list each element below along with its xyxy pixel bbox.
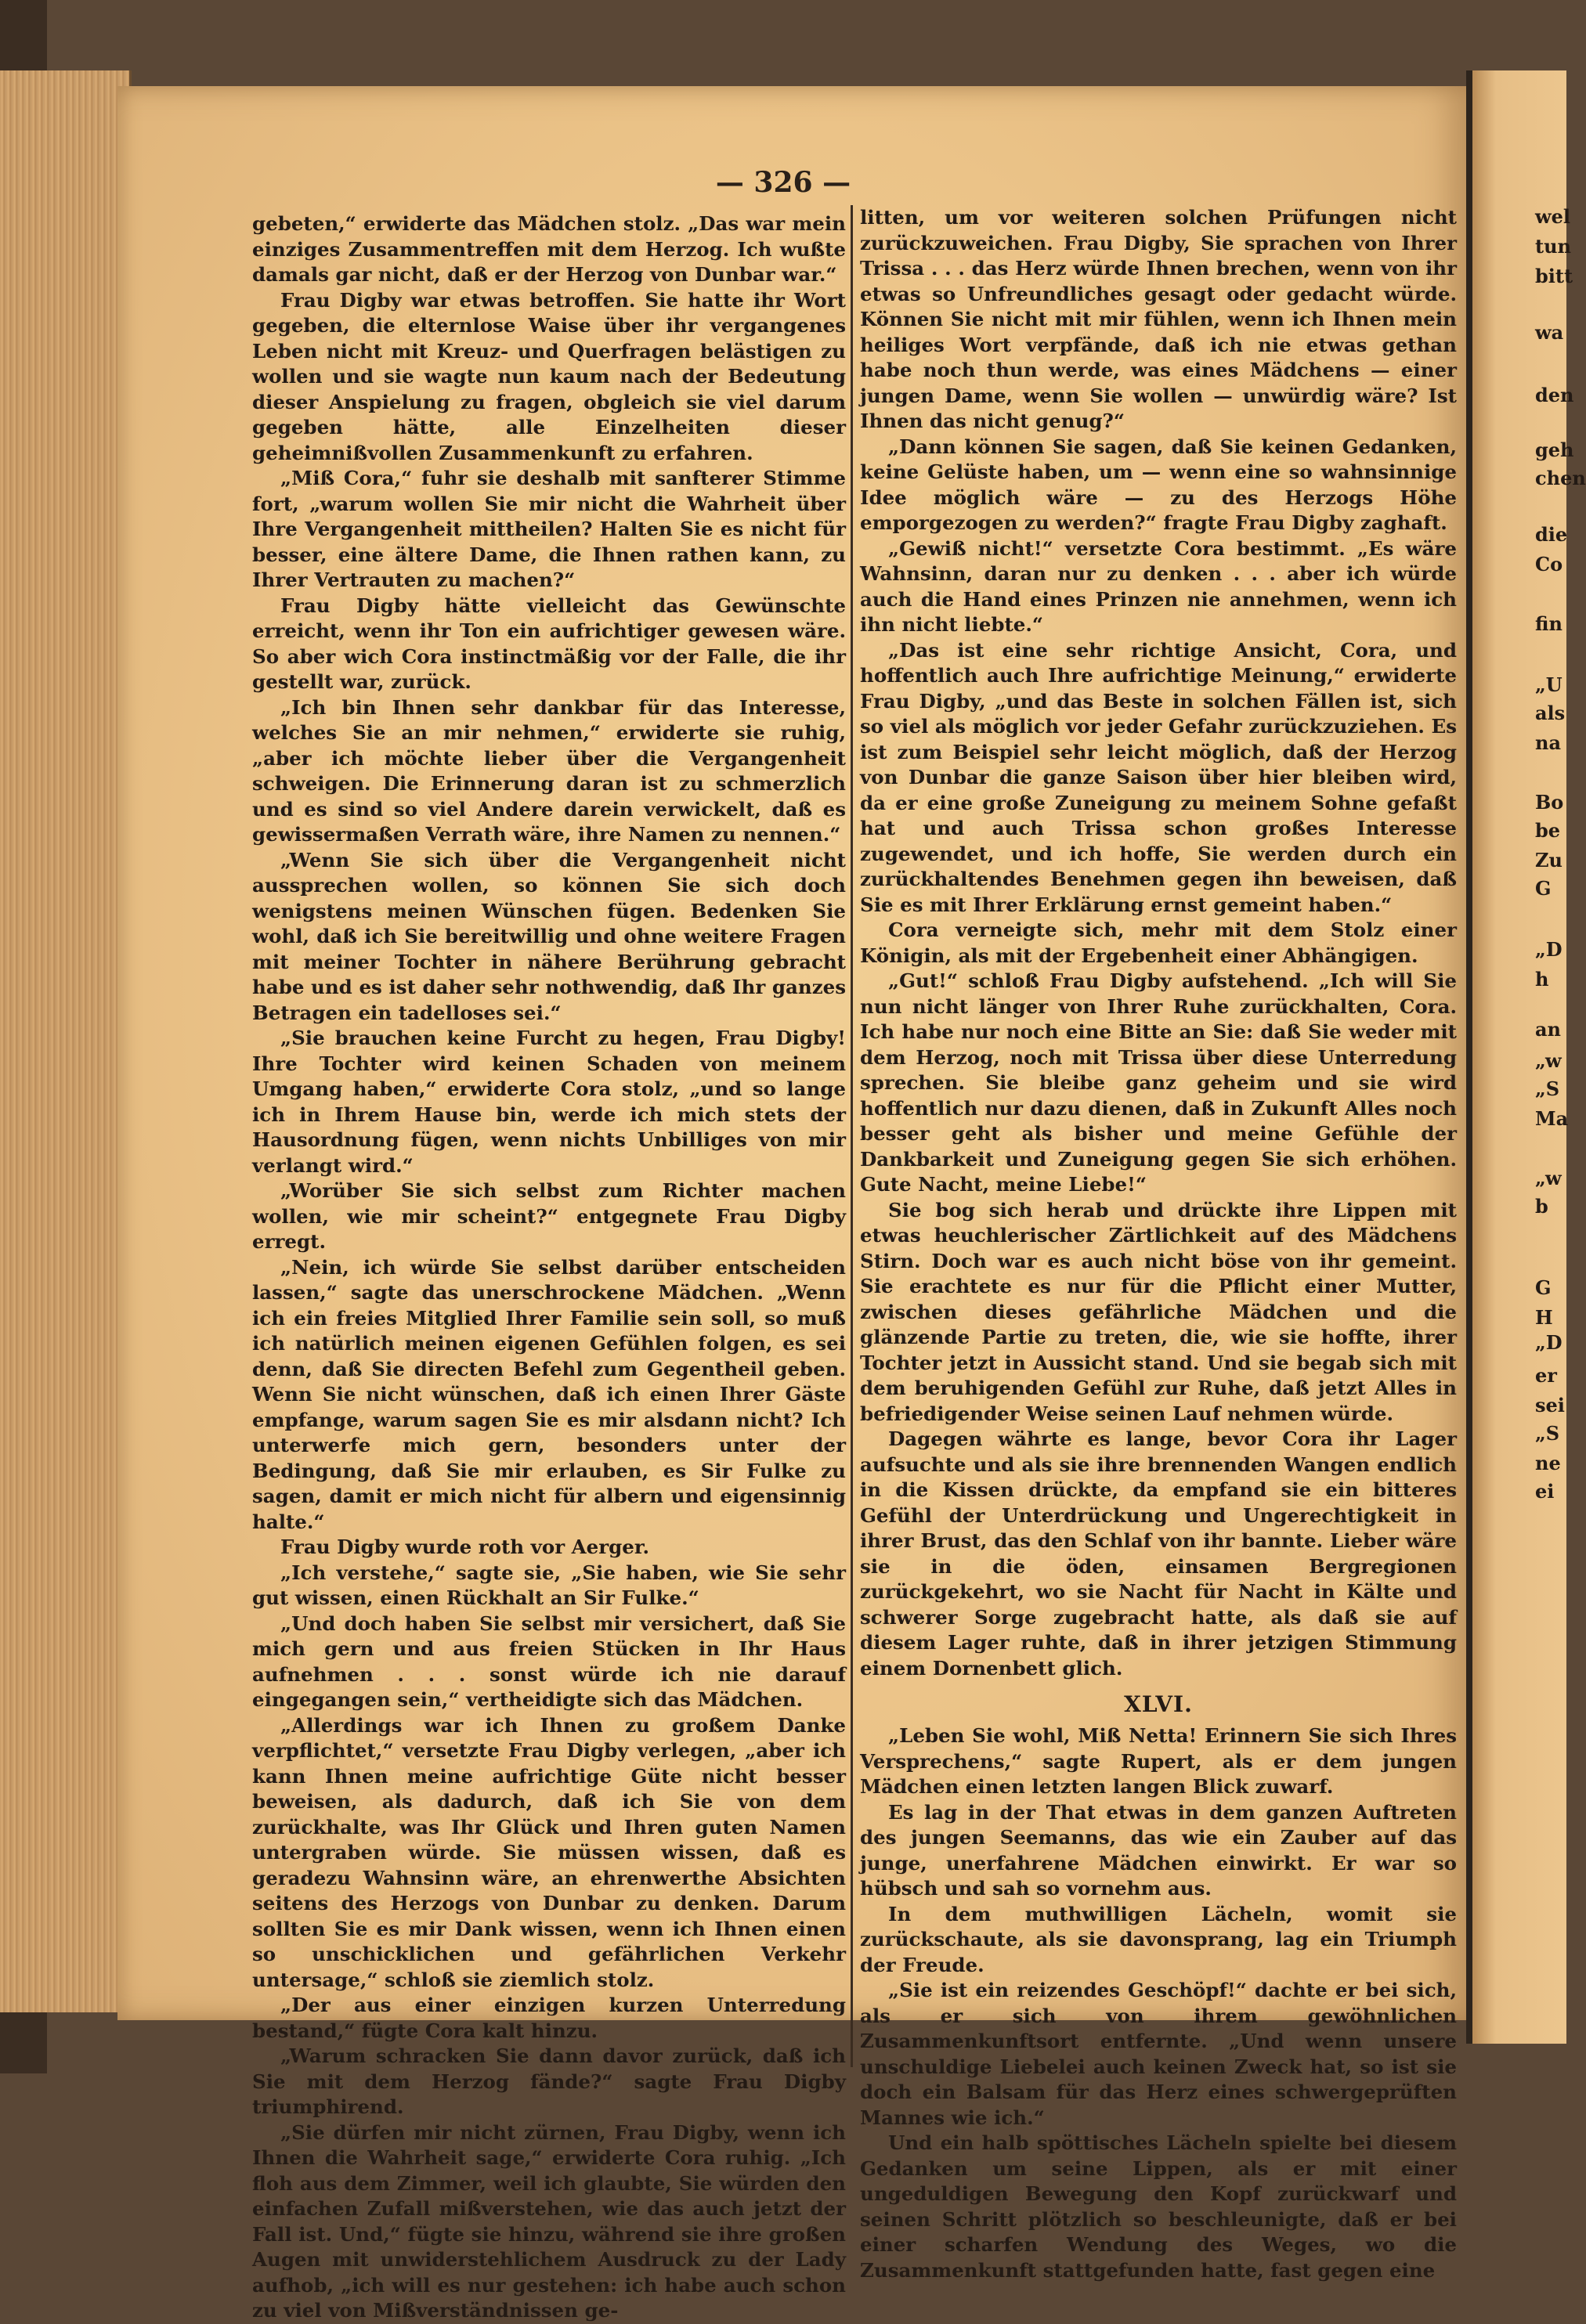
facing-page-fragment: geh — [1535, 438, 1574, 461]
facing-page-fragment: an — [1535, 1018, 1561, 1041]
facing-page-fragment: Zu — [1535, 849, 1563, 872]
facing-page-fragment: na — [1535, 731, 1561, 754]
paragraph: „Nein, ich würde Sie selbst darüber entscheiden lassen,“ sagte das unerschrockene Mädchen. „Wenn ich ein freies Mitglied Ihrer Familie sein soll, so muß ich natürlich meinen eigenen Gefühlen folgen, es sei denn, daß Sie directen Befehl zum Gegentheil geben. Wenn Sie nicht wünschen, daß ich einen Ihrer Gäste empfange, warum sagen Sie es mir alsdann nicht? Ich unterwerfe mich gern, besonders unter der Bedingung, daß Sie mir erlauben, es Sir Fulke zu sagen, damit er mich nicht für albern und eigensinnig halte.“ — [252, 1255, 846, 1533]
paragraph: Dagegen währte es lange, bevor Cora ihr Lager aufsuchte und als sie ihre brennenden Wangen endlich in die Kissen drückte, da empfand sie ein bitteres Gefühl der Unterdrückung und Ungerechtigkeit in ihrer Brust, das den Schlaf von ihr bannte. Lieber wäre sie in die öden, einsamen Bergregionen zurückgekehrt, wo sie Nacht für Nacht in Kälte und schwerer Sorge zugebracht hatte, als daß sie auf diesem Lager ruhte, daß in ihrer jetzigen Stimmung einem Dornenbett glich. — [860, 1427, 1457, 1680]
facing-page-fragment: er — [1535, 1364, 1557, 1387]
paragraph: „Sie ist ein reizendes Geschöpf!“ dachte er bei sich, als er sich von ihrem gewöhnlichen Zusammenkunftsort entfernte. „Und wenn unsere unschuldige Liebelei auch keinen Zweck hat, so ist sie doch ein Balsam für das Herz eines schwergeprüften Mannes wie ich.“ — [860, 1979, 1457, 2129]
facing-page-fragment: Ma — [1535, 1107, 1569, 1130]
paragraph: „Leben Sie wohl, Miß Netta! Erinnern Sie sich Ihres Versprechens,“ sagte Rupert, als er dem jungen Mädchen einen letzten langen Blick zuwarf. — [860, 1724, 1457, 1798]
paragraph: „Der aus einer einzigen kurzen Unterredung bestand,“ fügte Cora kalt hinzu. — [252, 1994, 846, 2042]
paragraph: In dem muthwilligen Lächeln, womit sie zurückschaute, als sie davonsprang, lag ein Triumph der Freude. — [860, 1902, 1457, 1976]
paragraph: „Miß Cora,“ fuhr sie deshalb mit sanfterer Stimme fort, „warum wollen Sie mir nicht die Wahrheit über Ihre Vergangenheit mittheilen? Halten Sie es nicht für besser, eine ältere Dame, die Ihnen rathen kann, zu Ihrer Vertrauten zu machen?“ — [252, 467, 846, 591]
left-text-column — [252, 211, 846, 2324]
facing-page-fragment: die — [1535, 523, 1568, 546]
paragraph: „Warum schracken Sie dann davor zurück, daß ich Sie mit dem Herzog fände?“ sagte Frau Digby triumphirend. — [252, 2044, 846, 2118]
facing-page-fragment: „w — [1535, 1049, 1562, 1072]
facing-page-fragment: chen — [1535, 467, 1586, 489]
paragraph: „Ich verstehe,“ sagte sie, „Sie haben, wie Sie sehr gut wissen, einen Rückhalt an Sir Fulke.“ — [252, 1561, 846, 1609]
right-text-column — [860, 205, 1457, 2283]
paragraph: „Gewiß nicht!“ versetzte Cora bestimmt. „Es wäre Wahnsinn, daran nur zu denken . . . aber ich würde auch die Hand eines Prinzen nie annehmen, wenn ich ihn nicht liebte.“ — [860, 536, 1457, 636]
paragraph: „Dann können Sie sagen, daß Sie keinen Gedanken, keine Gelüste haben, um — wenn eine so wahnsinnige Idee möglich wäre — zu des Herzogs Höhe emporgezogen zu werden?“ fragte Frau Digby zaghaft. — [860, 435, 1457, 534]
paragraph: Frau Digby hätte vielleicht das Gewünschte erreicht, wenn ihr Ton ein aufrichtiger gewesen wäre. So aber wich Cora instinctmäßig vor der Falle, die ihr gestellt war, zurück. — [252, 594, 846, 693]
facing-page-fragment: G — [1535, 877, 1552, 900]
facing-page-fragment: be — [1535, 819, 1561, 842]
facing-page-fragment: wa — [1535, 321, 1564, 344]
paragraph: „Sie brauchen keine Furcht zu hegen, Frau Digby! Ihre Tochter wird keinen Schaden von meinem Umgang haben,“ erwiderte Cora stolz, „und so lange ich in Ihrem Hause bin, werde ich mich stets der Hausordnung fügen, wenn nichts Unbilliges von mir verlangt wird.“ — [252, 1027, 846, 1177]
paragraph: „Allerdings war ich Ihnen zu großem Danke verpflichtet,“ versetzte Frau Digby verlegen, „aber ich kann Ihnen meine aufrichtige Güte nicht besser beweisen, als dadurch, daß ich Sie von dem zurückhalte, was Ihr Glück und Ihren guten Namen untergraben würde. Sie müssen wissen, daß es geradezu Wahnsinn wäre, an ehrenwerthe Absichten seitens des Herzogs von Dunbar zu denken. Darum sollten Sie es mir Dank wissen, wenn ich Ihnen einen so unschicklichen und gefährlichen Verkehr untersage,“ schloß sie ziemlich stolz. — [252, 1713, 846, 1991]
paragraph: Frau Digby war etwas betroffen. Sie hatte ihr Wort gegeben, die elternlose Waise über ihr vergangenes Leben nicht mit Kreuz- und Querfragen belästigen zu wollen und sie wagte nun kaum nach der Bedeutung dieser Anspielung zu fragen, obgleich sie viel darum gegeben hätte, alle Einzelheiten dieser geheimnißvollen Zusammenkunft zu erfahren. — [252, 288, 846, 464]
facing-page-fragment: G — [1535, 1276, 1552, 1299]
facing-page-fragment: „S — [1535, 1422, 1560, 1445]
paragraph: „Worüber Sie sich selbst zum Richter machen wollen, wie mir scheint?“ entgegnete Frau Digby erregt. — [252, 1179, 846, 1253]
facing-page-fragment: „U — [1535, 673, 1563, 696]
facing-page-fragment: wel — [1535, 205, 1571, 228]
facing-page-fragment: „D — [1535, 938, 1563, 961]
facing-page-fragment: „w — [1535, 1167, 1562, 1189]
paragraph: Frau Digby wurde roth vor Aerger. — [280, 1536, 650, 1558]
facing-page-fragment: Bo — [1535, 791, 1564, 814]
paragraph: „Und doch haben Sie selbst mir versichert, daß Sie mich gern und aus freien Stücken in Ihr Haus aufnehmen . . . sonst würde ich nie darauf eingegangen sein,“ vertheidigte sich das Mädchen. — [252, 1611, 846, 1711]
facing-page-fragment: h — [1535, 968, 1549, 991]
facing-page-fragment: H — [1535, 1306, 1553, 1329]
facing-page-fragment: als — [1535, 702, 1566, 724]
paragraph: gebeten,“ erwiderte das Mädchen stolz. „Das war mein einziges Zusammentreffen mit dem Herzog. Ich wußte damals gar nicht, daß er der Herzog von Dunbar war.“ — [252, 212, 846, 286]
paragraph: „Sie dürfen mir nicht zürnen, Frau Digby, wenn ich Ihnen die Wahrheit sage,“ erwiderte Cora ruhig. „Ich floh aus dem Zimmer, weil ich glaubte, Sie würden den einfachen Zufall mißverstehen, wie das auch jetzt der Fall ist. Und,“ fügte sie hinzu, während sie ihre großen Augen mit unwiderstehlichem Ausdruck zu der Lady aufhob, „ich will es nur gestehen: ich habe auch schon zu viel von Mißverständnissen ge- — [252, 2120, 846, 2322]
paragraph: Und ein halb spöttisches Lächeln spielte bei diesem Gedanken um seine Lippen, als er mit einer ungeduldigen Bewegung den Kopf zurückwarf und seinen Schritt plötzlich so beschleunigte, daß er bei einer scharfen Wendung des Weges, wo die Zusammenkunft stattgefunden hatte, fast gegen eine — [860, 2131, 1457, 2282]
facing-page-fragment: sei — [1535, 1394, 1565, 1416]
facing-page-fragment: tun — [1535, 235, 1571, 258]
paragraph: „Das ist eine sehr richtige Ansicht, Cora, und hoffentlich auch Ihre aufrichtige Meinung,“ erwiderte Frau Digby, „und das Beste in solchen Fällen ist, sich so viel als möglich vor jeder Gefahr zurückzuziehen. Es ist zum Beispiel sehr leicht möglich, daß der Herzog von Dunbar die ganze Saison über hier bleiben wird, da er eine große Zuneigung zu meinem Sohne gefaßt hat und auch Trissa schon großes Interesse zugewendet, und ich hoffe, Sie werden durch ein zurückhaltendes Benehmen gegen ihn beweisen, daß Sie es mit Ihrer Erklärung ernst gemeint haben.“ — [860, 638, 1457, 916]
paragraph: Sie bog sich herab und drückte ihre Lippen mit etwas heuchlerischer Zärtlichkeit auf des Mädchens Stirn. Doch war es auch nicht böse von ihr gemeint. Sie erachtete es nur für die Pflicht einer Mutter, zwischen dieses gefährliche Mädchen und die glänzende Partie zu treten, die, wie sie hoffte, ihrer Tochter jetzt in Aussicht stand. Und sie begab sich mit dem beruhigenden Gefühl zur Ruhe, daß jetzt Alles in befriedigender Weise seinen Lauf nehmen würde. — [860, 1198, 1457, 1425]
page-stack-edge — [0, 70, 132, 2012]
facing-page-fragment: „D — [1535, 1331, 1563, 1354]
facing-page-fragment: fin — [1535, 612, 1563, 635]
facing-page-fragment: ei — [1535, 1480, 1555, 1503]
chapter-heading: XLVI. — [1124, 1691, 1193, 1717]
page-number: — 326 — — [715, 166, 851, 199]
paragraph: „Wenn Sie sich über die Vergangenheit nicht aussprechen wollen, so können Sie sich doch wenigstens meinen Wünschen fügen. Bedenken Sie wohl, daß ich Sie bereitwillig und ohne weitere Fragen mit meiner Tochter in nähere Berührung gebracht habe und es ist daher sehr nothwendig, daß Ihr ganzes Betragen ein tadelloses sei.“ — [252, 848, 846, 1024]
facing-page-fragment: ne — [1535, 1452, 1561, 1474]
facing-page-fragment: b — [1535, 1195, 1548, 1218]
facing-page-fragment: „S — [1535, 1077, 1560, 1100]
paragraph: „Ich bin Ihnen sehr dankbar für das Interesse, welches Sie an mir nehmen,“ erwiderte sie ruhig, „aber ich möchte lieber über die Vergangenheit schweigen. Die Erinnerung daran ist zu schmerzlich und es sind so viel Andere darein verwickelt, daß es gewissermaßen Verrath wäre, ihre Namen zu nennen.“ — [252, 695, 846, 846]
paragraph: Es lag in der That etwas in dem ganzen Auftreten des jungen Seemanns, das wie ein Zauber auf das junge, unerfahrene Mädchen einwirkt. Er war so hübsch und sah so vornehm aus. — [860, 1800, 1457, 1900]
facing-page-fragment: bitt — [1535, 265, 1573, 287]
column-divider — [851, 205, 853, 2067]
paragraph: „Gut!“ schloß Frau Digby aufstehend. „Ich will Sie nun nicht länger von Ihrer Ruhe zurückhalten, Cora. Ich habe nur noch eine Bitte an Sie: daß Sie weder mit dem Herzog, noch mit Trissa über diese Unterredung sprechen. Sie bleibe ganz geheim und sie wird hoffentlich nur dazu dienen, daß in Zukunft Alles noch besser geht als bisher und meine Gefühle der Dankbarkeit und Zuneigung gegen Sie sich erhöhen. Gute Nacht, meine Liebe!“ — [860, 969, 1457, 1196]
paragraph: Cora verneigte sich, mehr mit dem Stolz einer Königin, als mit der Ergebenheit einer Abhängigen. — [860, 918, 1457, 967]
facing-page-fragment: Co — [1535, 553, 1563, 576]
paragraph: litten, um vor weiteren solchen Prüfungen nicht zurückzuweichen. Frau Digby, Sie sprachen von Ihrer Trissa . . . das Herz würde Ihnen brechen, wenn von ihr etwas so Unfreundliches gesagt oder gedacht würde. Können Sie nicht mit mir fühlen, wenn ich Ihnen mein heiliges Wort verpfände, daß ich nie etwas gethan habe noch thun werde, was eines Mädchens — einer jungen Dame, wenn Sie wollen — unwürdig wäre? Ist Ihnen das nicht genug?“ — [860, 206, 1457, 432]
facing-page-fragment: den — [1535, 384, 1574, 406]
